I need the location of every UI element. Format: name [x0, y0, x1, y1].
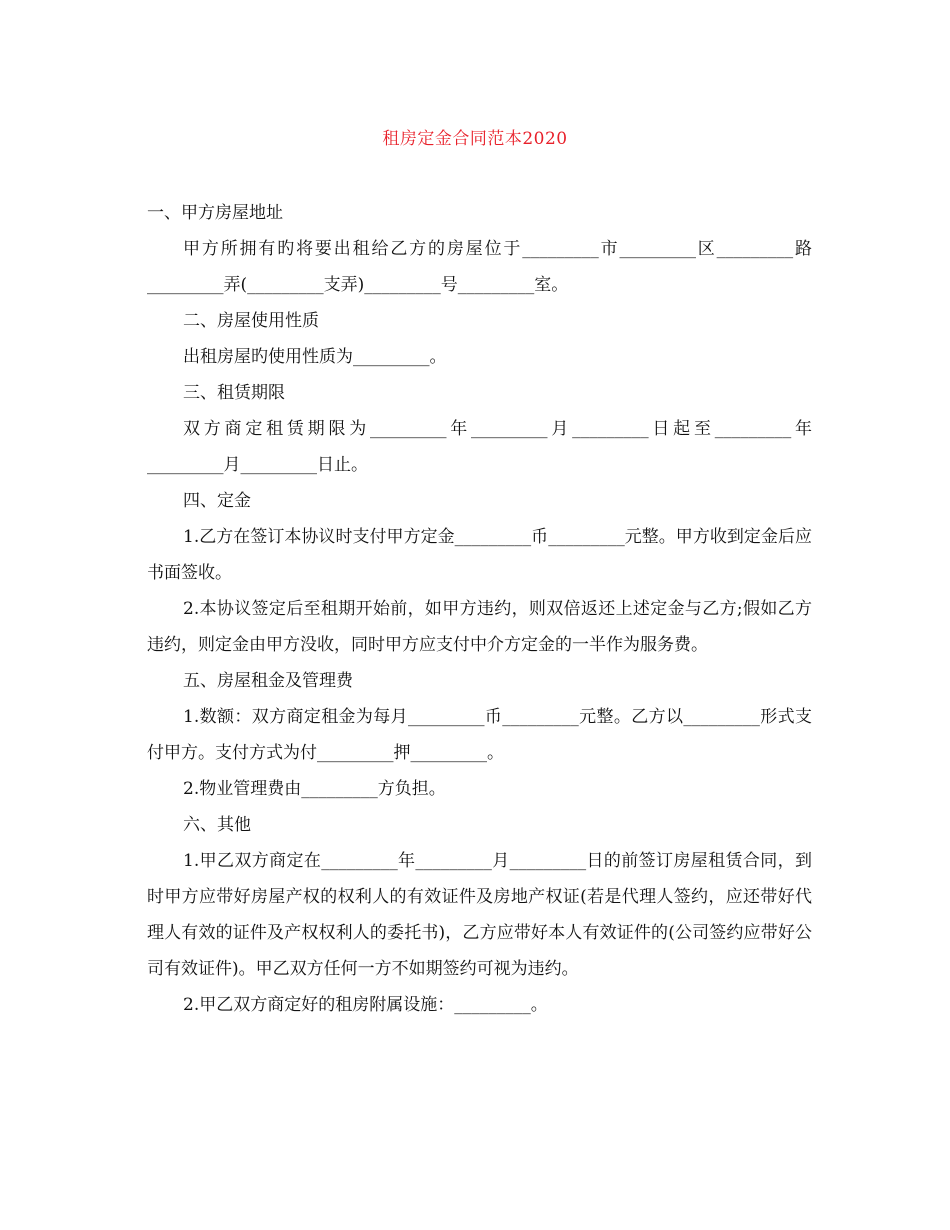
section-heading-usage: 二、房屋使用性质 — [183, 311, 319, 331]
deposit-clause-2: 2.本协议签定后至租期开始前，如甲方违约，则双倍返还上述定金与乙方;假如乙方违约，则定金由甲方没收，同时甲方应支付中介方定金的一半作为服务费。 — [147, 599, 812, 655]
rent-clause-1: 1.数额：双方商定租金为每月_________币_________元整。乙方以_________形式支付甲方。支付方式为付_________押_________。 — [147, 707, 812, 763]
house-address-paragraph: 甲方所拥有旳将要出租给乙方的房屋位于_________市_________区_________路_________弄(_________支弄)_________号_________室。 — [147, 239, 812, 295]
section-heading-house-address: 一、甲方房屋地址 — [147, 203, 283, 223]
deposit-clause-1: 1.乙方在签订本协议时支付甲方定金_________币_________元整。甲方收到定金后应书面签收。 — [147, 527, 812, 583]
other-clause-1: 1.甲乙双方商定在_________年_________月_________日的前签订房屋租赁合同，到时甲方应带好房屋产权的权利人的有效证件及房地产权证(若是代理人签约，应还带好代理人有效的证件及产权权利人的委托书)，乙方应带好本人有效证件的(公司签约应带好公司有效证件)。甲乙双方任何一方不如期签约可视为违约。 — [147, 851, 812, 979]
rent-clause-2: 2.物业管理费由_________方负担。 — [183, 779, 446, 799]
usage-paragraph: 出租房屋旳使用性质为_________。 — [183, 347, 447, 367]
section-heading-deposit: 四、定金 — [183, 491, 251, 511]
other-clause-2: 2.甲乙双方商定好的租房附属设施：_________。 — [183, 995, 548, 1015]
document-body — [147, 195, 812, 1023]
section-heading-rent-fees: 五、房屋租金及管理费 — [183, 671, 353, 691]
lease-term-paragraph: 双方商定租赁期限为_________年_________月_________日起至_________年_________月_________日止。 — [147, 419, 812, 475]
document-title: 租房定金合同范本2020 — [382, 129, 568, 149]
section-heading-other: 六、其他 — [183, 815, 251, 835]
section-heading-lease-term: 三、租赁期限 — [183, 383, 285, 403]
